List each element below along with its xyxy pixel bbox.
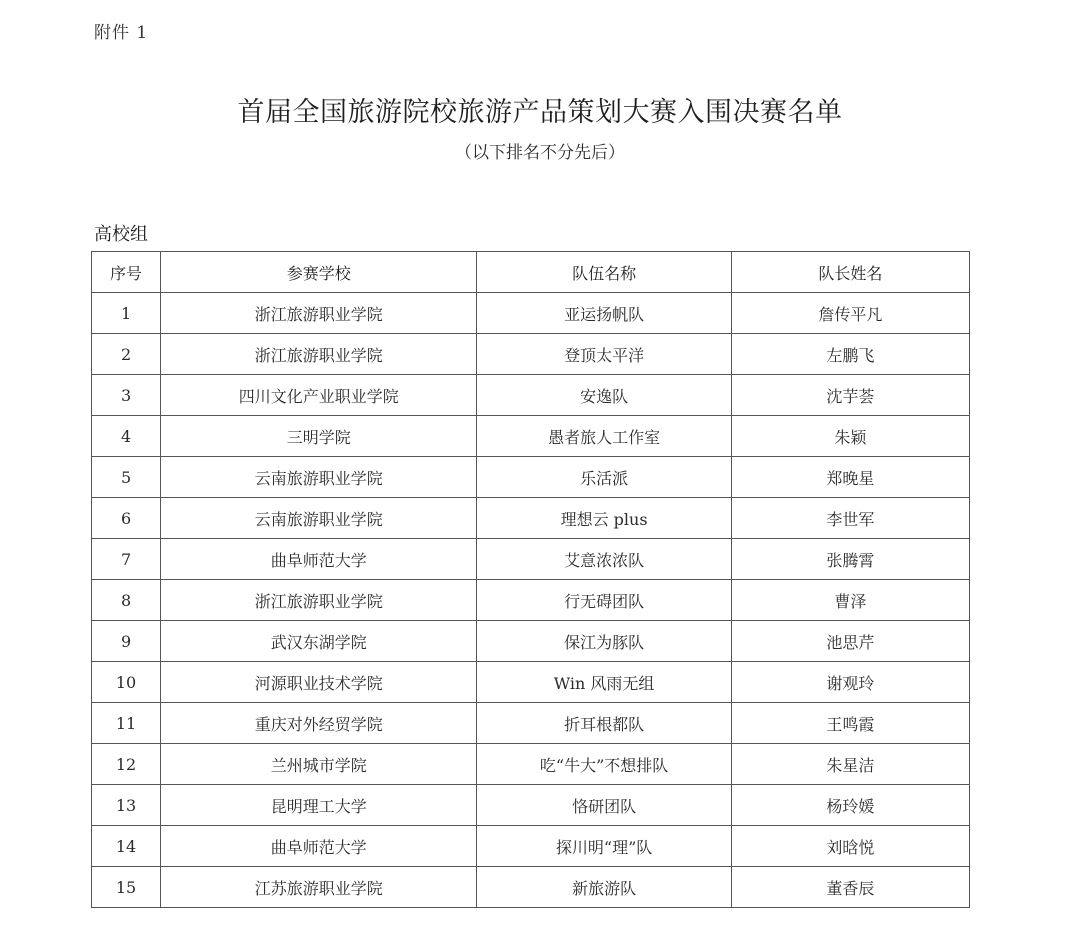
header-school: 参赛学校 [161, 252, 477, 293]
cell-team: 安逸队 [477, 375, 731, 416]
table-row [92, 785, 970, 826]
cell-team: 探川明“理”队 [477, 826, 731, 867]
cell-school: 河源职业技术学院 [161, 662, 477, 703]
cell-team: 艾意浓浓队 [477, 539, 731, 580]
table-row [92, 867, 970, 908]
cell-leader: 曹泽 [731, 580, 969, 621]
cell-school: 曲阜师范大学 [161, 826, 477, 867]
cell-school: 重庆对外经贸学院 [161, 703, 477, 744]
table-row [92, 375, 970, 416]
cell-school: 四川文化产业职业学院 [161, 375, 477, 416]
cell-leader: 朱星洁 [731, 744, 969, 785]
cell-school: 云南旅游职业学院 [161, 457, 477, 498]
cell-school: 云南旅游职业学院 [161, 498, 477, 539]
cell-no: 6 [92, 498, 161, 539]
cell-school: 曲阜师范大学 [161, 539, 477, 580]
cell-team: 折耳根都队 [477, 703, 731, 744]
table-row [92, 703, 970, 744]
cell-no: 4 [92, 416, 161, 457]
cell-team: 亚运扬帆队 [477, 293, 731, 334]
cell-no: 15 [92, 867, 161, 908]
table-row [92, 580, 970, 621]
table-row [92, 539, 970, 580]
cell-no: 1 [92, 293, 161, 334]
cell-no: 7 [92, 539, 161, 580]
cell-no: 9 [92, 621, 161, 662]
header-no: 序号 [92, 252, 161, 293]
table-row [92, 416, 970, 457]
header-leader: 队长姓名 [731, 252, 969, 293]
cell-no: 10 [92, 662, 161, 703]
cell-no: 5 [92, 457, 161, 498]
table-row [92, 826, 970, 867]
cell-leader: 董香辰 [731, 867, 969, 908]
table-row [92, 744, 970, 785]
cell-team: 恪研团队 [477, 785, 731, 826]
cell-no: 3 [92, 375, 161, 416]
cell-team: 登顶太平洋 [477, 334, 731, 375]
cell-leader: 谢观玲 [731, 662, 969, 703]
cell-school: 浙江旅游职业学院 [161, 334, 477, 375]
cell-team: 新旅游队 [477, 867, 731, 908]
cell-leader: 池思芹 [731, 621, 969, 662]
cell-leader: 王鸣霞 [731, 703, 969, 744]
cell-leader: 詹传平凡 [731, 293, 969, 334]
document-title: 首届全国旅游院校旅游产品策划大赛入围决赛名单 [237, 97, 843, 128]
cell-team: 理想云 plus [477, 498, 731, 539]
cell-team: Win 风雨无组 [477, 662, 731, 703]
cell-team: 吃“牛大”不想排队 [477, 744, 731, 785]
cell-school: 三明学院 [161, 416, 477, 457]
cell-school: 江苏旅游职业学院 [161, 867, 477, 908]
header-team: 队伍名称 [477, 252, 731, 293]
cell-leader: 李世军 [731, 498, 969, 539]
cell-no: 12 [92, 744, 161, 785]
table-row [92, 293, 970, 334]
attachment-label: 附件 1 [94, 23, 149, 43]
table-header-row [92, 252, 970, 293]
cell-leader: 朱颖 [731, 416, 969, 457]
document-subtitle: （以下排名不分先后） [455, 143, 625, 163]
cell-no: 8 [92, 580, 161, 621]
cell-team: 行无碍团队 [477, 580, 731, 621]
cell-no: 2 [92, 334, 161, 375]
cell-school: 兰州城市学院 [161, 744, 477, 785]
cell-leader: 刘晗悦 [731, 826, 969, 867]
cell-no: 13 [92, 785, 161, 826]
table-row [92, 498, 970, 539]
cell-no: 14 [92, 826, 161, 867]
cell-leader: 张腾霄 [731, 539, 969, 580]
finalist-table [91, 251, 970, 908]
cell-no: 11 [92, 703, 161, 744]
cell-team: 乐活派 [477, 457, 731, 498]
cell-school: 武汉东湖学院 [161, 621, 477, 662]
cell-leader: 郑晚星 [731, 457, 969, 498]
cell-school: 昆明理工大学 [161, 785, 477, 826]
cell-school: 浙江旅游职业学院 [161, 580, 477, 621]
cell-leader: 杨玲媛 [731, 785, 969, 826]
cell-team: 保江为豚队 [477, 621, 731, 662]
table-row [92, 662, 970, 703]
cell-team: 愚者旅人工作室 [477, 416, 731, 457]
table-row [92, 621, 970, 662]
group-label: 高校组 [94, 224, 148, 245]
table-row [92, 457, 970, 498]
cell-leader: 沈芋荟 [731, 375, 969, 416]
cell-leader: 左鹏飞 [731, 334, 969, 375]
table-row [92, 334, 970, 375]
cell-school: 浙江旅游职业学院 [161, 293, 477, 334]
